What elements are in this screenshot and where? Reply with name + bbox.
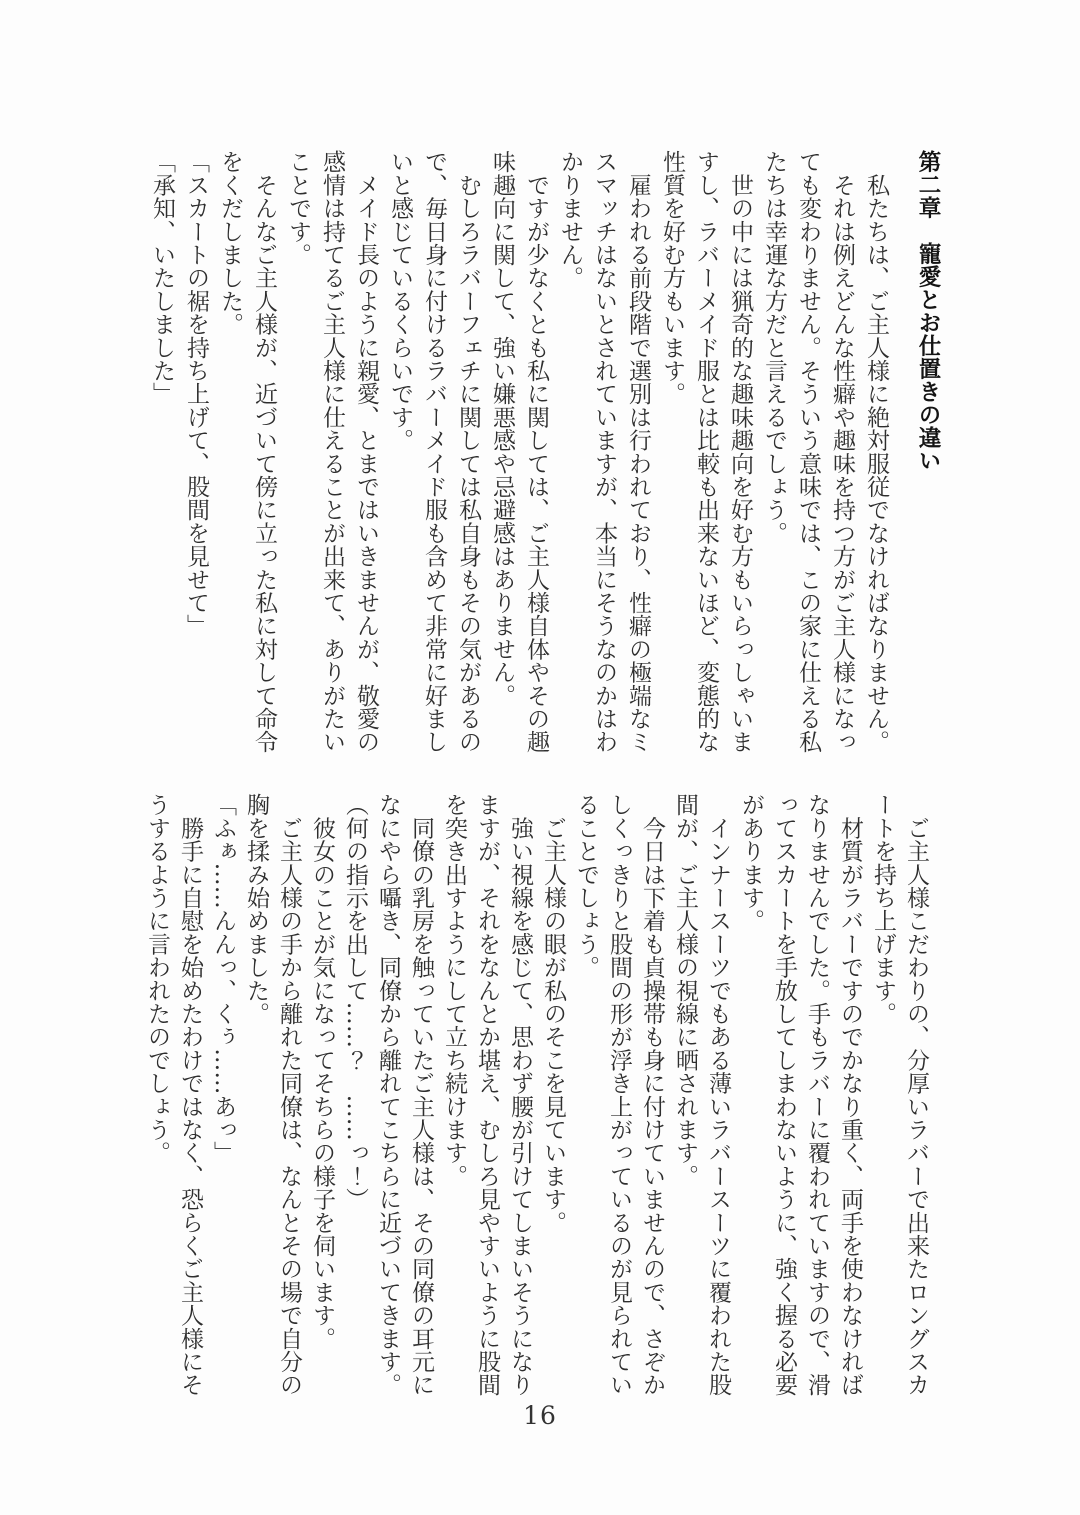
text-line: （何の指示を出して……？ ……っ！） (342, 793, 368, 1211)
text-line: しくっきりと股間の形が浮き上がっているのが見られてい (606, 793, 632, 1397)
text-line: 性質を好む方もいます。 (659, 150, 685, 406)
text-line: ご主人様の手から離れた同僚は、なんとその場で自分の (276, 793, 302, 1397)
text-line: 味趣向に関して、強い嫌悪感や忌避感はありません。 (489, 150, 515, 707)
text-line: 「ふぁ……んんっ、くぅ……あっ」 (210, 793, 236, 1165)
text-line: スマッチはないとされていますが、本当にそうなのかはわ (591, 150, 617, 754)
text-line: 「スカートの裾を持ち上げて、股間を見せて」 (183, 150, 209, 638)
text-line: 間が、ご主人様の視線に晒されます。 (672, 793, 698, 1188)
text-line: たちは幸運な方だと言えるでしょう。 (761, 150, 787, 545)
text-line: うするように言われたのでしょう。 (144, 793, 170, 1165)
text-line: ますが、それをなんとか堪え、むしろ見やすいように股間 (474, 793, 500, 1397)
text-line: 世の中には猟奇的な趣味趣向を好む方もいらっしゃいま (727, 150, 753, 754)
chapter-heading: 第二章 寵愛とお仕置きの違い (915, 150, 941, 472)
text-line: をくだしました。 (217, 150, 243, 336)
text-line: 私たちは、ご主人様に絶対服従でなければなりません。 (863, 150, 889, 754)
text-line: すし、ラバーメイド服とは比較も出来ないほど、変態的な (693, 150, 719, 754)
text-line: かりません。 (557, 150, 583, 290)
text-line: ご主人様こだわりの、分厚いラバーで出来たロングスカ (903, 793, 929, 1397)
text-line: ても変わりません。そういう意味では、この家に仕える私 (795, 150, 821, 754)
text-line: 雇われる前段階で選別は行われており、性癖の極端なミ (625, 150, 651, 754)
text-line: 彼女のことが気になってそちらの様子を伺います。 (309, 793, 335, 1350)
text-line: それは例えどんな性癖や趣味を持つ方がご主人様になっ (829, 150, 855, 754)
text-line: ってスカートを手放してしまわないように、強く握る必要 (771, 793, 797, 1397)
text-line: で、毎日身に付けるラバーメイド服も含めて非常に好まし (421, 150, 447, 754)
text-line: 勝手に自慰を始めたわけではなく、恐らくご主人様にそ (177, 793, 203, 1397)
page-number: 16 (523, 1401, 557, 1430)
text-line: ことです。 (285, 150, 311, 266)
text-line: 感情は持てるご主人様に仕えることが出来て、ありがたい (319, 150, 345, 754)
text-line: 同僚の乳房を触っていたご主人様は、その同僚の耳元に (408, 793, 434, 1397)
text-line: 強い視線を感じて、思わず腰が引けてしまいそうになり (507, 793, 533, 1397)
lower-text-block (140, 793, 932, 1405)
text-line: があります。 (738, 793, 764, 933)
text-line: むしろラバーフェチに関しては私自身もその気があるの (455, 150, 481, 754)
text-line: ることでしょう。 (573, 793, 599, 979)
text-line: そんなご主人様が、近づいて傍に立った私に対して命令 (251, 150, 277, 754)
text-line: 材質がラバーですのでかなり重く、両手を使わなければ (837, 793, 863, 1397)
lower-text-lines (140, 793, 932, 1405)
text-line: 胸を揉み始めました。 (243, 793, 269, 1025)
text-line: を突き出すようにして立ち続けます。 (441, 793, 467, 1188)
text-line: メイド長のように親愛、とまではいきませんが、敬愛の (353, 150, 379, 754)
upper-text-block (145, 150, 947, 762)
upper-text-lines (145, 150, 893, 762)
text-line: ご主人様の眼が私のそこを見ています。 (540, 793, 566, 1234)
text-line: いと感じているくらいです。 (387, 150, 413, 452)
text-line: ートを持ち上げます。 (870, 793, 896, 1025)
text-line: 今日は下着も貞操帯も身に付けていませんので、さぞか (639, 793, 665, 1397)
text-line: ですが少なくとも私に関しては、ご主人様自体やその趣 (523, 150, 549, 754)
text-line: 「承知、いたしました」 (149, 150, 175, 406)
text-line: インナースーツでもある薄いラバースーツに覆われた股 (705, 793, 731, 1397)
text-line: なりませんでした。手もラバーに覆われていますので、滑 (804, 793, 830, 1397)
text-line: なにやら囁き、同僚から離れてこちらに近づいてきます。 (375, 793, 401, 1397)
